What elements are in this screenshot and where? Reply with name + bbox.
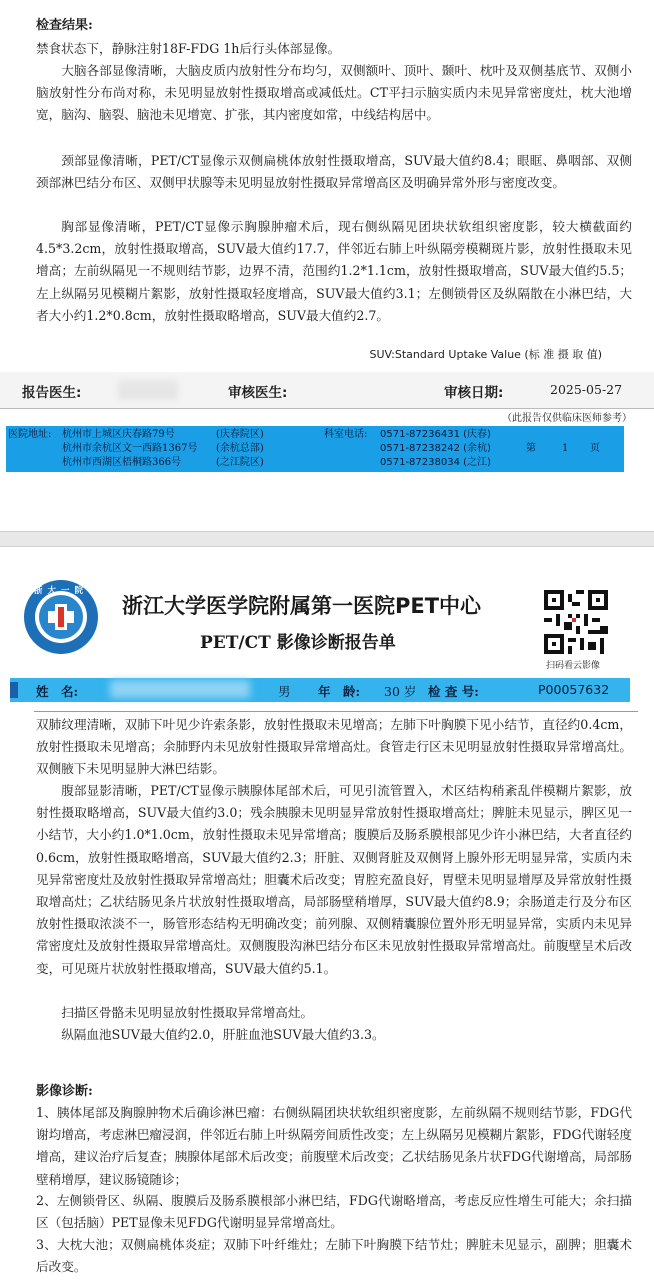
campus-yuhang: (余杭总部) xyxy=(216,443,264,454)
diagnosis-item-1: 1、胰体尾部及胸腺肿物术后确诊淋巴瘤：右侧纵隔团块状软组织密度影，左前纵隔不规则结节影，FDG代谢均增高，考虑淋巴瘤浸润，伴邻近右肺上叶纵隔旁间质性改变；左上纵隔另见模糊片絮影，FDG代谢轻度增高，建议治疗后复查；胰腺体尾部术后改变；前腹壁术后改变；乙状结肠见条片状FDG代谢增高，局部肠壁稍增厚，建议肠镜随诊； xyxy=(36,1105,632,1187)
patient-age-label: 年 龄: xyxy=(318,684,361,699)
brain-paragraph: 大脑各部显像清晰，大脑皮质内放射性分布均匀，双侧额叶、顶叶、颞叶、枕叶及双侧基底节、双侧小脑放射性分布尚对称，未见明显放射性摄取增高或减低灶。CT平扫示脑实质内未见异常密度灶，枕大池增宽，脑沟、脑裂、脑池未见增宽、扩张，其内密度如常，中线结构居中。 xyxy=(36,63,632,123)
qr-caption: 扫码看云影像 xyxy=(546,661,601,671)
review-date-label: 审核日期: xyxy=(444,385,504,401)
qr-code[interactable] xyxy=(544,590,608,654)
diagnosis-item-3: 3、大枕大池；双侧扁桃体炎症；双肺下叶纤维灶；左肺下叶胸膜下结节灶；脾脏未见显示，副脾；胆囊术后改变。 xyxy=(36,1237,632,1275)
address-qingchun: 杭州市上城区庆春路79号 xyxy=(62,429,175,440)
address-label: 医院地址: xyxy=(8,429,52,440)
lung-paragraph: 双肺纹理清晰，双肺下叶见少许索条影，放射性摄取未见增高；左肺下叶胸膜下见小结节，直径约0.4cm，放射性摄取未见增高；余肺野内未见放射性摄取异常增高灶。食管走行区未见明显放射性摄取异常增高灶。双侧腋下未见明显肿大淋巴结影。 xyxy=(36,717,632,777)
redacted-patient-name xyxy=(110,680,250,698)
patient-age: 30 岁 xyxy=(384,684,417,699)
bar-marker xyxy=(10,682,18,698)
bone-paragraph: 扫描区骨骼未见明显放射性摄取异常增高灶。 xyxy=(61,1005,314,1020)
phone-qingchun: 0571-87236431 (庆春) xyxy=(380,429,491,440)
signature-row xyxy=(0,372,654,408)
chest-paragraph: 胸部显像清晰，PET/CT显像示胸腺肿瘤术后，现右侧纵隔见团块状软组织密度影，较大横截面约4.5*3.2cm，放射性摄取增高，SUV最大值约17.7，伴邻近右肺上叶纵隔旁模糊斑片影，放射性摄取未见增高；左前纵隔见一不规则结节影，边界不清，范围约1.2*1.1cm，放射性摄取增高，SUV最大值约5.5；左上纵隔另见模糊片絮影，放射性摄取轻度增高，SUV最大值约3.1；左侧锁骨区及纵隔散在小淋巴结，大者大小约1.2*0.8cm，放射性摄取略增高，SUV最大值约2.7。 xyxy=(36,219,632,323)
page-gap xyxy=(0,532,654,546)
report-doctor-label: 报告医生: xyxy=(22,385,82,401)
page-gap-bottom xyxy=(0,546,654,547)
review-date: 2025-05-27 xyxy=(550,382,623,397)
review-doctor-label: 审核医生: xyxy=(228,385,288,401)
hospital-logo xyxy=(22,578,100,656)
hospital-name: 浙江大学医学院附属第一医院PET中心 xyxy=(122,594,482,618)
exam-number: P00057632 xyxy=(538,682,610,697)
report-title: PET/CT 影像诊断报告单 xyxy=(200,633,396,653)
footer-contact-bar xyxy=(6,426,624,472)
disclaimer: （此报告仅供临床医师参考） xyxy=(502,413,632,424)
redacted-signature xyxy=(118,380,178,400)
suv-note: SUV:Standard Uptake Value (标 准 摄 取 值) xyxy=(369,348,602,361)
campus-zhijiang: (之江院区) xyxy=(216,457,264,468)
patient-info-bar xyxy=(10,678,630,702)
campus-qingchun: (庆春院区) xyxy=(216,429,264,440)
address-zhijiang: 杭州市西湖区梧桐路366号 xyxy=(62,457,182,468)
page-prefix: 第 xyxy=(526,443,536,454)
divider-2 xyxy=(34,711,638,712)
section-title-results: 检查结果: xyxy=(36,18,93,33)
logo-text: 浙大一院 xyxy=(33,586,88,596)
page-suffix: 页 xyxy=(590,443,600,454)
diagnosis-title: 影像诊断: xyxy=(36,1084,93,1099)
phone-label: 科室电话: xyxy=(324,429,368,440)
address-yuhang: 杭州市余杭区文一西路1367号 xyxy=(62,443,198,454)
page-number: 1 xyxy=(562,443,569,454)
patient-name-label: 姓 名: xyxy=(36,684,79,699)
patient-sex: 男 xyxy=(278,684,291,699)
neck-paragraph: 颈部显像清晰，PET/CT显像示双侧扁桃体放射性摄取增高，SUV最大值约8.4；眼眶、鼻咽部、双侧颈部淋巴结分布区、双侧甲状腺等未见明显放射性摄取异常增高区及明确异常外形与密度改变。 xyxy=(36,153,632,191)
qr-code-icon xyxy=(544,590,608,654)
phone-zhijiang: 0571-87238034 (之江) xyxy=(380,457,491,468)
phone-yuhang: 0571-87238242 (余杭) xyxy=(380,443,491,454)
abdomen-paragraph: 腹部显影清晰，PET/CT显像示胰腺体尾部术后，可见引流管置入，术区结构稍紊乱伴模糊片絮影，放射性摄取略增高，SUV最大值约3.0；残余胰腺未见明显异常放射性摄取增高灶；脾脏未见显示，脾区见一小结节，大小约1.0*1.0cm，放射性摄取未见异常增高；腹膜后及肠系膜根部见少许小淋巴结，大者直径约0.6cm，放射性摄取略增高，SUV最大值约2.3；肝脏、双侧肾脏及双侧肾上腺外形无明显异常，实质内未见异常密度灶及放射性摄取异常增高灶；胆囊术后改变；胃腔充盈良好，胃壁未见明显增厚及异常放射性摄取增高灶；乙状结肠见条片状放射性摄取增高，局部肠壁稍增厚，SUV最大值约8.9；余肠道走行及分布区放射性摄取浓淡不一，肠管形态结构无明确改变；前列腺、双侧精囊腺位置外形无明显异常，实质内未见异常密度灶及放射性摄取异常增高灶。双侧腹股沟淋巴结分布区未见放射性摄取异常增高灶。前腹壁呈术后改变，可见斑片状放射性摄取增高，SUV最大值约5.1。 xyxy=(36,783,632,976)
exam-number-label: 检 查 号: xyxy=(428,684,479,699)
intro-paragraph: 禁食状态下，静脉注射18F-FDG 1h后行头体部显像。 xyxy=(36,41,341,56)
blood-pool-paragraph: 纵隔血池SUV最大值约2.0，肝脏血池SUV最大值约3.3。 xyxy=(61,1027,385,1042)
diagnosis-item-2: 2、左侧锁骨区、纵隔、腹膜后及肠系膜根部小淋巴结，FDG代谢略增高，考虑反应性增生可能大；余扫描区（包括脑）PET显像未见FDG代谢明显异常增高灶。 xyxy=(36,1193,632,1231)
